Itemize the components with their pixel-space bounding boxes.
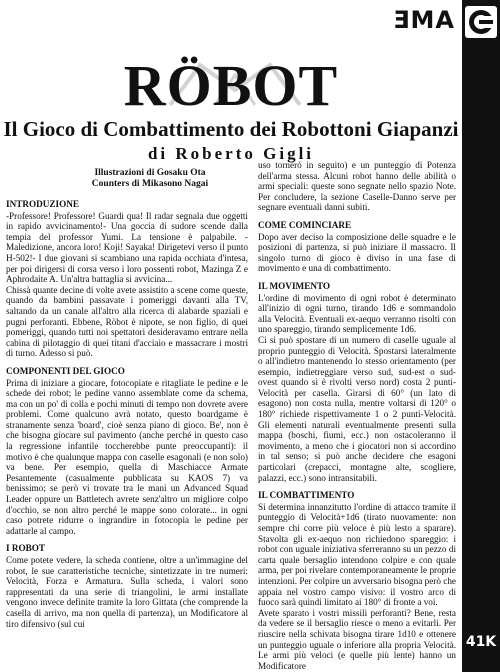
paragraph: L'ordine di movimento di ogni robot è determinato all'inizio di ogni turno, tirando 1d6 e sommandolo alla Velocità. Eventuali ex-aequo verranno risolti con uno spareggio, tirando semplicemente 1d6.	[258, 292, 456, 335]
heading-componenti: COMPONENTI DEL GIOCO	[6, 365, 125, 376]
heading-movimento: IL MOVIMENTO	[258, 280, 331, 291]
paragraph: Avete sparato i vostri missili perforanti? Bene, resta da vedere se il bersaglio riesce o meno a evitarli. Per riuscire nella schivata bisogna tirare 1d10 e ottenere un punteggio uguale o inferiore alla propria Velocità. Le armi più veloci (e quelle più lente) hanno un Modificatore	[258, 607, 456, 670]
article-byline: di Roberto Gigli	[147, 144, 315, 163]
paragraph: Ci si può spostare di un numero di caselle uguale al proprio punteggio di Velocità. Spostarsi lateralmente o all'indietro mantenendo lo stesso orientamento (per esempio, indietreggiare verso sud, sud-est o sud-ovest quando si è rivolti verso nord) costa 2 punti-Velocità per casella. Girarsi di 60° (un lato di esagono) non costa nulla, mentre voltarsi di 120° o 180° richiede rispettivamente 1 o 2 punti-Velocità. Gli elementi naturali eventualmente presenti sulla mappa (boschi, fiumi, ecc.) non ostacoleranno il movimento, a meno che i giocatori non si accordino in tal senso; si può anche decidere che esagoni particolari (crepacci, montagne alte, scogliere, palazzi, ecc.) sono intransitabili.	[258, 334, 456, 483]
paragraph: Si determina innanzitutto l'ordine di attacco tramite il punteggio di Velocità+1d6 (tirato nuovamente: non sempre chi corre più veloce è più lesto a sparare). Stavolta gli ex-aequo non richiedono spareggio: i robot con uguale iniziativa sferreranno su un pezzo di carta quale bersaglio intendono colpire e con quale arma, per poi rivelare contemporaneamente le proprie intenzioni. Per colpire un avversario bisogna però che appaia nel vostro campo visivo: il vostro arco di fuoco sarà quindi limitato ai 180° di fronte a voi.	[258, 501, 456, 608]
credits	[60, 168, 240, 190]
paragraph: uso torneró in seguito) e un punteggio di Potenza dell'arma stessa. Alcuni robot hanno delle abilità o armi speciali: queste sono segnate nello spazio Note. Per concludere, la sezione Caselle-Danno serve per segnare eventuali danni subiti.	[258, 160, 456, 213]
logo-c-icon	[465, 6, 497, 38]
credit-counters: Counters di Mikasono Nagai	[91, 179, 209, 189]
page-number: 41K	[465, 634, 497, 650]
paragraph: Prima di iniziare a giocare, fotocopiate e ritagliate le pedine e le schede dei robot; le pedine vanno assemblate come da schema, ma con un po' di colla e pochi minuti di tempo non dovrete avere problemi. Come qualcuno avrà notato, questo boardgame è stranamente senza 'board', cioè senza piano di gioco. Be', non è che bisogna giocare sul pavimento (anche perché in questo caso la regressione infantile toccherebbe punte preoccupanti): il motivo è che qualunque mappa con caselle esagonali (e non solo) va bene. Per esempio, quella di Maschiacce Armate Pesantemente (casualmente pubblicata su KAOS 7) va benissimo; se però vi trovate tra le mani un Advanced Squad Leader oppure un Battletech avrete senz'altro un migliore colpo d'occhio, se non altro perché le mappe sono colorate... in ogni caso potrete ridurre o ingrandire in fotocopia le pedine per adattarle al campo.	[6, 377, 248, 536]
heading-combattimento: IL COMBATTIMENTO	[258, 490, 355, 501]
paragraph: Dopo aver deciso la composizione delle squadre e le posizioni di partenza, si può iniziare il massacro. Il singolo turno di gioco è diviso in una fase di movimento e una di combattimento.	[258, 231, 456, 274]
column-left	[6, 192, 248, 670]
article-subtitle: Il Gioco di Combattimento dei Robottoni Giapanzi	[3, 117, 459, 141]
section-tag: ƎMA	[393, 6, 455, 34]
heading-robot: I ROBOT	[6, 543, 46, 554]
article-title: RÖBOT	[123, 53, 339, 118]
column-right	[258, 160, 456, 670]
paragraph: -Professore! Professore! Guardi qua! Il radar segnala due oggetti in rapido avvicinamento!- Una goccia di sudore scende dalla tempia del professor Yumi. La tensione è palpabile. -Maledizione, ancora loro! Koji! Sayaka! Dirigetevi verso il punto H-502!- I due giovani si scambiano una rapida occhiata d'intesa, per poi dirigersi di corsa verso i loro possenti robot, Mazinga Z e Aphrodaite A. Un'altra battaglia si avvicina...	[6, 210, 248, 285]
heading-come-cominciare: COME COMINCIARE	[258, 219, 352, 230]
side-strip	[462, 0, 500, 672]
heading-introduzione: INTRODUZIONE	[6, 199, 80, 209]
credit-illustrations: Illustrazioni di Gosaku Ota	[94, 168, 206, 178]
paragraph: Chissà quante decine di volte avete assistito a scene come queste, quando da bambini passavate i pomeriggi davanti alla TV, saltando da un canale all'altro alla ricerca di alabarde spaziali e pugni perforanti. Ebbene, Röbot è nipote, se non figlio, di quei pomeriggi, quando tutti noi spettatori desideravamo entrare nella cabina di pilotaggio di quei titani d'acciaio e massacrare i mostri di turno. Adesso si può.	[6, 284, 248, 359]
paragraph: Come potete vedere, la scheda contiene, oltre a un'immagine del robot, le sue caratteristiche tecniche, sintetizzate in tre numeri: Velocità, Forza e Armatura. Sulla scheda, i valori sono rappresentati da una serie di triangolini, le armi installate vengono invece definite tramite la loro Gittata (che comprende la casella di arrivo, ma non quella di partenza), un Modificatore al tiro difensivo (sul cui	[6, 555, 248, 629]
